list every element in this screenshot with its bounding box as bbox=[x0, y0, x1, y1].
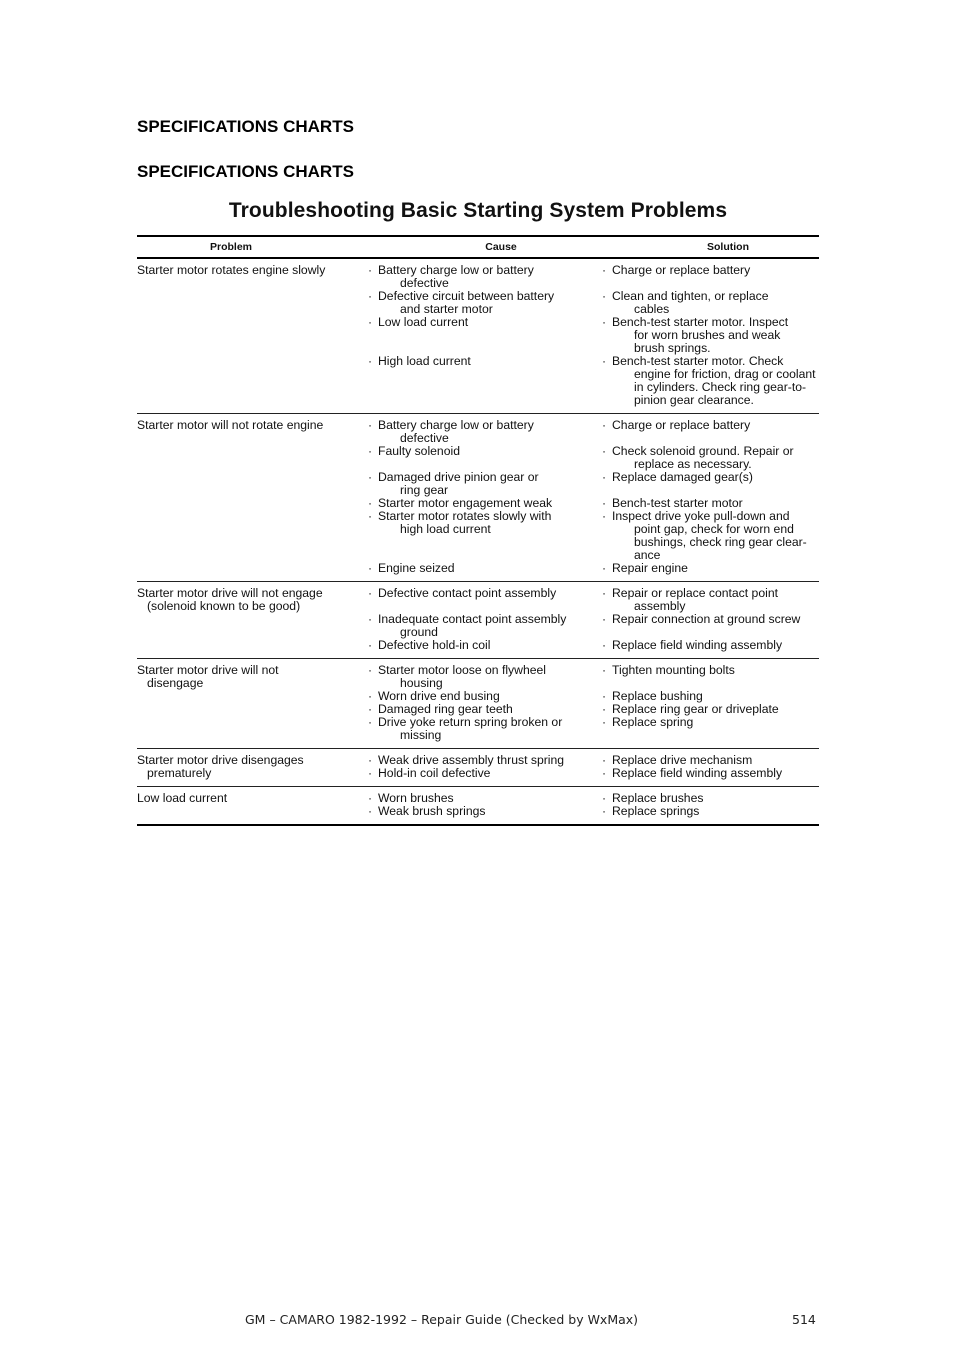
problem-line: Starter motor drive disengages bbox=[137, 753, 304, 767]
bullet-icon: · bbox=[602, 753, 607, 767]
bullet-icon: · bbox=[602, 496, 607, 510]
solution-line: Replace field winding assembly bbox=[612, 766, 783, 780]
solution-item bbox=[602, 613, 819, 626]
bullet-icon: · bbox=[368, 612, 373, 626]
solution-text bbox=[612, 471, 819, 484]
cause-solution-cells bbox=[365, 587, 819, 652]
bullet-icon: · bbox=[602, 766, 607, 780]
solution-line: Replace springs bbox=[612, 804, 700, 818]
cause-line: Weak brush springs bbox=[378, 804, 486, 818]
cause-solution-cells bbox=[365, 664, 819, 742]
solution-cell bbox=[597, 471, 819, 497]
cause-line: housing bbox=[400, 676, 443, 690]
solution-cell bbox=[597, 445, 819, 471]
cause-line: Engine seized bbox=[378, 561, 455, 575]
problem-cell bbox=[137, 754, 365, 780]
cause-line: Low load current bbox=[378, 315, 469, 329]
cause-line: Damaged ring gear teeth bbox=[378, 702, 513, 716]
solution-text bbox=[612, 805, 819, 818]
bullet-icon: · bbox=[368, 638, 373, 652]
solution-cell bbox=[597, 639, 819, 652]
table-body bbox=[137, 259, 819, 826]
cause-cell bbox=[365, 613, 597, 639]
cause-text bbox=[378, 562, 589, 575]
solution-cell bbox=[597, 264, 819, 290]
cause-line: High load current bbox=[378, 354, 471, 368]
solution-cell bbox=[597, 613, 819, 639]
bullet-icon: · bbox=[602, 804, 607, 818]
solution-item bbox=[602, 639, 819, 652]
cause-text bbox=[378, 290, 589, 316]
cause-line: Drive yoke return spring broken or bbox=[378, 715, 563, 729]
problem-line: Starter motor will not rotate engine bbox=[137, 418, 324, 432]
problem-cell bbox=[137, 792, 365, 818]
bullet-icon: · bbox=[602, 612, 607, 626]
table-title: Troubleshooting Basic Starting System Problems bbox=[228, 199, 728, 222]
solution-text bbox=[612, 355, 819, 407]
problem-line: (solenoid known to be good) bbox=[147, 599, 301, 613]
section-heading: SPECIFICATIONS CHARTS bbox=[137, 117, 354, 136]
cause-cell bbox=[365, 510, 597, 562]
solution-line: Bench-test starter motor. Inspect bbox=[612, 315, 789, 329]
cause-text bbox=[378, 664, 589, 690]
solution-line: Replace damaged gear(s) bbox=[612, 470, 753, 484]
solution-text bbox=[612, 639, 819, 652]
cause-cell bbox=[365, 767, 597, 780]
cause-cell bbox=[365, 471, 597, 497]
cause-line: ring gear bbox=[400, 483, 449, 497]
bullet-icon: · bbox=[602, 663, 607, 677]
solution-line: brush springs. bbox=[634, 341, 711, 355]
table-row-group bbox=[137, 659, 819, 749]
problem-line: Starter motor rotates engine slowly bbox=[137, 263, 326, 277]
bullet-icon: · bbox=[602, 289, 607, 303]
bullet-icon: · bbox=[368, 663, 373, 677]
solution-cell bbox=[597, 805, 819, 818]
cause-text bbox=[378, 445, 589, 458]
solution-line: Bench-test starter motor. Check bbox=[612, 354, 784, 368]
cause-cell bbox=[365, 264, 597, 290]
solution-text bbox=[612, 767, 819, 780]
bullet-icon: · bbox=[368, 702, 373, 716]
table-row bbox=[365, 639, 819, 652]
cause-item bbox=[368, 613, 589, 639]
solution-line: Replace spring bbox=[612, 715, 694, 729]
table-row bbox=[365, 664, 819, 690]
cause-text bbox=[378, 355, 589, 368]
solution-line: Check solenoid ground. Repair or bbox=[612, 444, 794, 458]
cause-cell bbox=[365, 639, 597, 652]
cause-text bbox=[378, 805, 589, 818]
bullet-icon: · bbox=[602, 791, 607, 805]
cause-text bbox=[378, 510, 589, 536]
section-subheading: SPECIFICATIONS CHARTS bbox=[137, 162, 354, 181]
bullet-icon: · bbox=[368, 470, 373, 484]
solution-item bbox=[602, 471, 819, 484]
cause-item bbox=[368, 716, 589, 742]
solution-item bbox=[602, 805, 819, 818]
cause-line: Hold-in coil defective bbox=[378, 766, 491, 780]
cause-text bbox=[378, 471, 589, 497]
cause-text bbox=[378, 264, 589, 290]
solution-item bbox=[602, 716, 819, 729]
cause-line: high load current bbox=[400, 522, 491, 536]
cause-solution-cells bbox=[365, 264, 819, 407]
cause-cell bbox=[365, 419, 597, 445]
troubleshooting-table bbox=[137, 197, 819, 826]
footer-text: GM – CAMARO 1982-1992 – Repair Guide (Checked by WxMax) bbox=[245, 1312, 639, 1327]
cause-item bbox=[368, 419, 589, 445]
bullet-icon: · bbox=[368, 496, 373, 510]
solution-line: Clean and tighten, or replace bbox=[612, 289, 769, 303]
bullet-icon: · bbox=[368, 715, 373, 729]
bullet-icon: · bbox=[368, 804, 373, 818]
table-row-group bbox=[137, 414, 819, 582]
solution-line: Replace bushing bbox=[612, 689, 703, 703]
problem-cell bbox=[137, 264, 365, 407]
table-row bbox=[365, 445, 819, 471]
bullet-icon: · bbox=[602, 354, 607, 368]
table-row bbox=[365, 716, 819, 742]
solution-line: for worn brushes and weak bbox=[634, 328, 781, 342]
cause-item bbox=[368, 805, 589, 818]
bullet-icon: · bbox=[602, 470, 607, 484]
solution-cell bbox=[597, 716, 819, 742]
table-row bbox=[365, 471, 819, 497]
table-row-group bbox=[137, 259, 819, 414]
bullet-icon: · bbox=[602, 561, 607, 575]
cause-item bbox=[368, 471, 589, 497]
solution-item bbox=[602, 664, 819, 677]
problem-line: prematurely bbox=[147, 766, 212, 780]
solution-item bbox=[602, 445, 819, 471]
table-row bbox=[365, 587, 819, 613]
solution-item bbox=[602, 587, 819, 613]
cause-text bbox=[378, 419, 589, 445]
cause-line: and starter motor bbox=[400, 302, 493, 316]
bullet-icon: · bbox=[602, 715, 607, 729]
cause-text bbox=[378, 639, 589, 652]
cause-line: Worn drive end busing bbox=[378, 689, 500, 703]
bullet-icon: · bbox=[368, 791, 373, 805]
solution-line: in cylinders. Check ring gear-to- bbox=[634, 380, 807, 394]
solution-text bbox=[612, 445, 819, 471]
cause-line: missing bbox=[400, 728, 442, 742]
solution-line: Repair engine bbox=[612, 561, 688, 575]
cause-solution-cells bbox=[365, 754, 819, 780]
cause-line: Starter motor loose on flywheel bbox=[378, 663, 546, 677]
cause-cell bbox=[365, 587, 597, 613]
solution-text bbox=[612, 587, 819, 613]
table-row bbox=[365, 562, 819, 575]
solution-cell bbox=[597, 510, 819, 562]
solution-text bbox=[612, 664, 819, 677]
cause-text bbox=[378, 587, 589, 600]
table-row bbox=[365, 264, 819, 290]
solution-line: Repair or replace contact point bbox=[612, 586, 778, 600]
solution-line: Tighten mounting bolts bbox=[612, 663, 735, 677]
bullet-icon: · bbox=[368, 444, 373, 458]
cause-line: Defective hold-in coil bbox=[378, 638, 491, 652]
bullet-icon: · bbox=[368, 289, 373, 303]
bullet-icon: · bbox=[368, 689, 373, 703]
bullet-icon: · bbox=[368, 263, 373, 277]
solution-item bbox=[602, 562, 819, 575]
solution-item bbox=[602, 316, 819, 355]
bullet-icon: · bbox=[368, 315, 373, 329]
solution-cell bbox=[597, 587, 819, 613]
cause-line: Battery charge low or battery bbox=[378, 418, 534, 432]
solution-line: point gap, check for worn end bbox=[634, 522, 794, 536]
cause-item bbox=[368, 510, 589, 536]
solution-text bbox=[612, 290, 819, 316]
solution-line: Charge or replace battery bbox=[612, 418, 751, 432]
table-row bbox=[365, 290, 819, 316]
solution-item bbox=[602, 510, 819, 562]
solution-cell bbox=[597, 664, 819, 690]
cause-item bbox=[368, 664, 589, 690]
table-row bbox=[365, 355, 819, 407]
solution-line: Replace field winding assembly bbox=[612, 638, 783, 652]
cause-line: defective bbox=[400, 431, 449, 445]
table-row-group bbox=[137, 582, 819, 659]
cause-cell bbox=[365, 716, 597, 742]
cause-cell bbox=[365, 316, 597, 355]
problem-cell bbox=[137, 419, 365, 575]
cause-solution-cells bbox=[365, 792, 819, 818]
bullet-icon: · bbox=[368, 586, 373, 600]
cause-line: Damaged drive pinion gear or bbox=[378, 470, 539, 484]
table-row bbox=[365, 613, 819, 639]
cause-cell bbox=[365, 562, 597, 575]
cause-solution-cells bbox=[365, 419, 819, 575]
cause-item bbox=[368, 445, 589, 458]
cause-item bbox=[368, 587, 589, 600]
solution-text bbox=[612, 562, 819, 575]
bullet-icon: · bbox=[602, 586, 607, 600]
cause-cell bbox=[365, 290, 597, 316]
problem-line: Low load current bbox=[137, 791, 228, 805]
solution-line: replace as necessary. bbox=[634, 457, 752, 471]
problem-cell bbox=[137, 587, 365, 652]
cause-item bbox=[368, 264, 589, 290]
cause-line: Defective circuit between battery bbox=[378, 289, 555, 303]
solution-cell bbox=[597, 562, 819, 575]
bullet-icon: · bbox=[602, 638, 607, 652]
solution-line: bushings, check ring gear clear- bbox=[634, 535, 807, 549]
solution-item bbox=[602, 419, 819, 432]
solution-line: pinion gear clearance. bbox=[634, 393, 754, 407]
cause-text bbox=[378, 767, 589, 780]
bullet-icon: · bbox=[368, 766, 373, 780]
cause-cell bbox=[365, 805, 597, 818]
problem-cell bbox=[137, 664, 365, 742]
bullet-icon: · bbox=[602, 702, 607, 716]
table-row bbox=[365, 316, 819, 355]
cause-text bbox=[378, 716, 589, 742]
solution-item bbox=[602, 290, 819, 316]
solution-line: assembly bbox=[634, 599, 686, 613]
bullet-icon: · bbox=[602, 509, 607, 523]
column-header-solution: Solution bbox=[707, 241, 749, 253]
table-row bbox=[365, 419, 819, 445]
cause-line: defective bbox=[400, 276, 449, 290]
solution-cell bbox=[597, 767, 819, 780]
table-row bbox=[365, 767, 819, 780]
solution-line: Bench-test starter motor bbox=[612, 496, 743, 510]
solution-line: ance bbox=[634, 548, 661, 562]
column-header-cause: Cause bbox=[485, 241, 517, 253]
bullet-icon: · bbox=[368, 753, 373, 767]
cause-item bbox=[368, 290, 589, 316]
bullet-icon: · bbox=[602, 315, 607, 329]
bullet-icon: · bbox=[368, 561, 373, 575]
cause-item bbox=[368, 562, 589, 575]
solution-text bbox=[612, 264, 819, 277]
cause-item bbox=[368, 767, 589, 780]
solution-cell bbox=[597, 355, 819, 407]
table-row-group bbox=[137, 749, 819, 787]
solution-line: Charge or replace battery bbox=[612, 263, 751, 277]
cause-line: Weak drive assembly thrust spring bbox=[378, 753, 565, 767]
solution-line: Replace ring gear or driveplate bbox=[612, 702, 779, 716]
table-row bbox=[365, 805, 819, 818]
cause-text bbox=[378, 613, 589, 639]
solution-item bbox=[602, 355, 819, 407]
bullet-icon: · bbox=[368, 509, 373, 523]
cause-cell bbox=[365, 664, 597, 690]
solution-text bbox=[612, 510, 819, 562]
cause-line: Inadequate contact point assembly bbox=[378, 612, 567, 626]
solution-cell bbox=[597, 316, 819, 355]
solution-text bbox=[612, 419, 819, 432]
solution-line: cables bbox=[634, 302, 670, 316]
solution-text bbox=[612, 316, 819, 355]
cause-line: Worn brushes bbox=[378, 791, 454, 805]
cause-cell bbox=[365, 445, 597, 471]
cause-cell bbox=[365, 355, 597, 407]
solution-text bbox=[612, 716, 819, 729]
bullet-icon: · bbox=[602, 263, 607, 277]
solution-line: Replace brushes bbox=[612, 791, 704, 805]
cause-line: Faulty solenoid bbox=[378, 444, 460, 458]
bullet-icon: · bbox=[602, 689, 607, 703]
cause-item bbox=[368, 355, 589, 368]
cause-item bbox=[368, 316, 589, 329]
problem-line: Starter motor drive will not bbox=[137, 663, 279, 677]
solution-line: Replace drive mechanism bbox=[612, 753, 753, 767]
bullet-icon: · bbox=[602, 418, 607, 432]
cause-item bbox=[368, 639, 589, 652]
cause-line: Battery charge low or battery bbox=[378, 263, 534, 277]
cause-line: Starter motor engagement weak bbox=[378, 496, 553, 510]
table-row bbox=[365, 510, 819, 562]
cause-line: Defective contact point assembly bbox=[378, 586, 557, 600]
solution-line: Repair connection at ground screw bbox=[612, 612, 801, 626]
solution-line: Inspect drive yoke pull-down and bbox=[612, 509, 790, 523]
table-row-group bbox=[137, 787, 819, 826]
solution-item bbox=[602, 767, 819, 780]
solution-cell bbox=[597, 290, 819, 316]
cause-line: Starter motor rotates slowly with bbox=[378, 509, 552, 523]
solution-line: engine for friction, drag or coolant bbox=[634, 367, 816, 381]
table-header-row bbox=[137, 235, 819, 259]
solution-cell bbox=[597, 419, 819, 445]
bullet-icon: · bbox=[602, 444, 607, 458]
cause-text bbox=[378, 316, 589, 329]
bullet-icon: · bbox=[368, 418, 373, 432]
problem-line: Starter motor drive will not engage bbox=[137, 586, 323, 600]
solution-text bbox=[612, 613, 819, 626]
column-header-problem: Problem bbox=[209, 241, 252, 253]
page-number: 514 bbox=[792, 1312, 816, 1327]
solution-item bbox=[602, 264, 819, 277]
cause-line: ground bbox=[400, 625, 438, 639]
bullet-icon: · bbox=[368, 354, 373, 368]
problem-line: disengage bbox=[147, 676, 204, 690]
